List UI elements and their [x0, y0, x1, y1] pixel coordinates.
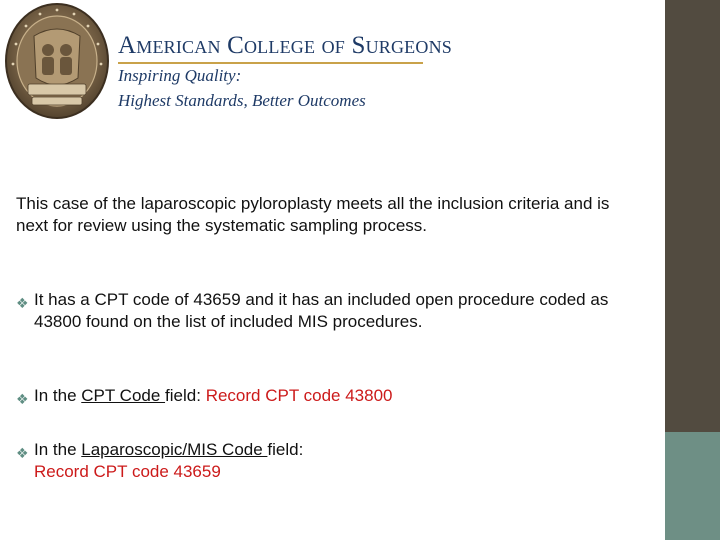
bullet-cpt-code-field	[16, 385, 616, 407]
logo-tagline-2: Highest Standards, Better Outcomes	[118, 91, 366, 110]
bullet-prefix: In the	[34, 440, 82, 459]
diamond-bullet-icon: ❖	[16, 295, 29, 311]
field-name-cpt-code: CPT Code	[81, 386, 166, 405]
bullet-text	[16, 439, 616, 483]
intro-paragraph: This case of the laparoscopic pyloroplasty meets all the inclusion criteria and is next for review using the systematic sampling process.	[16, 194, 610, 235]
diamond-bullet-icon: ❖	[16, 391, 29, 407]
logo-title: American College of Surgeons	[118, 32, 452, 59]
bullet-mis-code-field	[16, 439, 616, 483]
bullet-cpt-info	[16, 289, 616, 333]
diamond-bullet-icon: ❖	[16, 445, 29, 461]
bullet-suffix: field:	[165, 386, 206, 405]
logo-divider	[118, 62, 423, 64]
field-name-mis-code: Laparoscopic/MIS Code	[81, 440, 268, 459]
sidebar-accent-block	[665, 432, 720, 540]
acs-seal-logo	[4, 2, 110, 120]
right-sidebar	[665, 0, 720, 540]
bullet-text	[16, 385, 616, 407]
logo-tagline-1: Inspiring Quality:	[118, 66, 242, 85]
record-instruction: Record CPT code 43659	[34, 462, 221, 481]
bullet-prefix: In the	[34, 386, 82, 405]
record-instruction: Record CPT code 43800	[205, 386, 393, 405]
bullet-text: It has a CPT code of 43659 and it has an included open procedure coded as 43800 found on the list of included MIS procedures.	[34, 290, 609, 331]
bullet-suffix: field:	[267, 440, 304, 459]
